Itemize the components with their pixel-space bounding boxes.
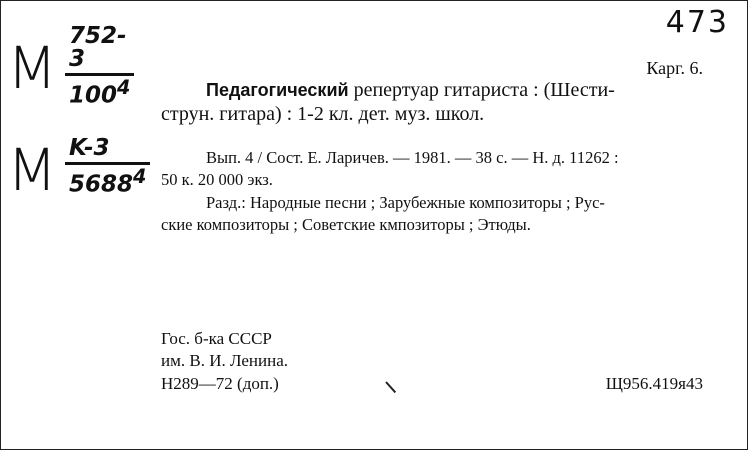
publication-line-2: 50 к. 20 000 экз. bbox=[161, 170, 273, 189]
stray-pen-mark bbox=[385, 381, 396, 393]
library-line-1: Гос. б-ка СССР bbox=[161, 329, 272, 348]
handwritten-page-number: 473 bbox=[665, 5, 729, 40]
library-line-3: Н289—72 (доп.) bbox=[161, 374, 279, 393]
publication-line-1: Вып. 4 / Сост. Е. Ларичев. — 1981. — 38 с. — Н. д. 11262 : bbox=[206, 148, 619, 167]
title-line-1-rest: репертуар гитариста : (Шести- bbox=[348, 79, 615, 101]
shelf-mark-2-superscript: 4 bbox=[133, 165, 147, 188]
title-line-2: струн. гитара) : 1-2 кл. дет. муз. школ. bbox=[161, 103, 485, 125]
shelf-mark-1-superscript: 4 bbox=[117, 76, 131, 99]
subjects-line-1: Разд.: Народные песни ; Зарубежные композиторы ; Рус- bbox=[206, 193, 605, 212]
title-bold-word: Педагогический bbox=[206, 80, 349, 100]
shelf-mark-2-numerator: K-3 bbox=[69, 135, 110, 161]
shelf-mark-2-fraction bbox=[65, 137, 150, 197]
title-line-1 bbox=[206, 80, 615, 100]
shelf-mark-1-denominator-value: 100 bbox=[69, 82, 118, 109]
subjects-line-2: ские композиторы ; Советские кмпозиторы ; Этюды. bbox=[161, 215, 531, 234]
classification-mark: Щ956.419я43 bbox=[605, 374, 703, 393]
shelf-mark-2-denominator bbox=[65, 162, 150, 197]
shelf-mark-1-prefix: M bbox=[7, 34, 58, 102]
shelf-mark-2-denominator-value: 5688 bbox=[69, 171, 134, 198]
shelf-mark-1-denominator bbox=[65, 73, 134, 108]
card-number: Карг. 6. bbox=[646, 58, 703, 78]
library-line-2: им. В. И. Ленина. bbox=[161, 351, 289, 370]
shelf-mark-1-numerator: 752-3 bbox=[69, 23, 127, 72]
shelf-mark-1-fraction bbox=[65, 25, 134, 108]
shelf-mark-2-prefix: M bbox=[7, 136, 58, 204]
